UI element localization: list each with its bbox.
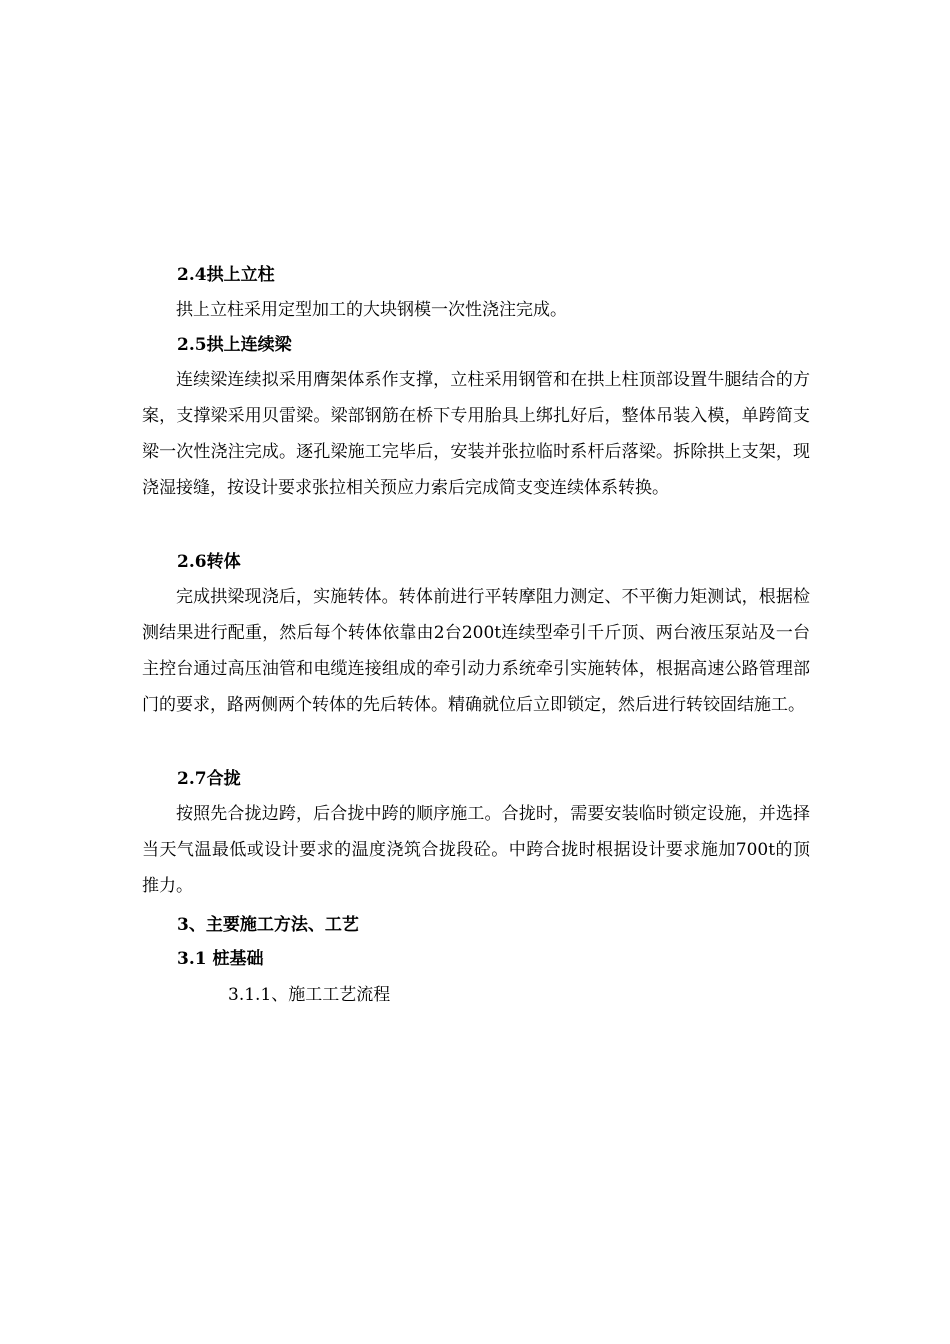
heading-3-1: 3.1 桩基础 (177, 949, 264, 969)
paragraph-2-5: 连续梁连续拟采用膺架体系作支撑，立柱采用钢管和在拱上柱顶部设置牛腿结合的方案，支撑梁采用贝雷梁。梁部钢筋在桥下专用胎具上绑扎好后，整体吊装入模，单跨简支梁一次性浇注完成。逐孔梁施工完毕后，安装并张拉临时系杆后落梁。拆除拱上支架，现浇湿接缝，按设计要求张拉相关预应力索后完成简支变连续体系转换。 (142, 370, 810, 498)
paragraph-2-4: 拱上立柱采用定型加工的大块钢模一次性浇注完成。 (176, 300, 567, 320)
heading-2-4: 2.4拱上立柱 (177, 265, 275, 285)
heading-2-7: 2.7合拢 (177, 769, 241, 789)
paragraph-2-6: 完成拱梁现浇后，实施转体。转体前进行平转摩阻力测定、不平衡力矩测试，根据检测结果进行配重，然后每个转体依靠由2台200t连续型牵引千斤顶、两台液压泵站及一台主控台通过高压油管和电缆连接组成的牵引动力系统牵引实施转体，根据高速公路管理部门的要求，路两侧两个转体的先后转体。精确就位后立即锁定，然后进行转铰固结施工。 (142, 587, 810, 715)
heading-3: 3、主要施工方法、工艺 (177, 915, 359, 935)
heading-2-5: 2.5拱上连续梁 (177, 335, 292, 355)
paragraph-2-7: 按照先合拢边跨，后合拢中跨的顺序施工。合拢时，需要安装临时锁定设施，并选择当天气温最低或设计要求的温度浇筑合拢段砼。中跨合拢时根据设计要求施加700t的顶推力。 (142, 804, 810, 896)
heading-3-1-1: 3.1.1、施工工艺流程 (228, 985, 391, 1005)
heading-2-6: 2.6转体 (177, 552, 241, 572)
